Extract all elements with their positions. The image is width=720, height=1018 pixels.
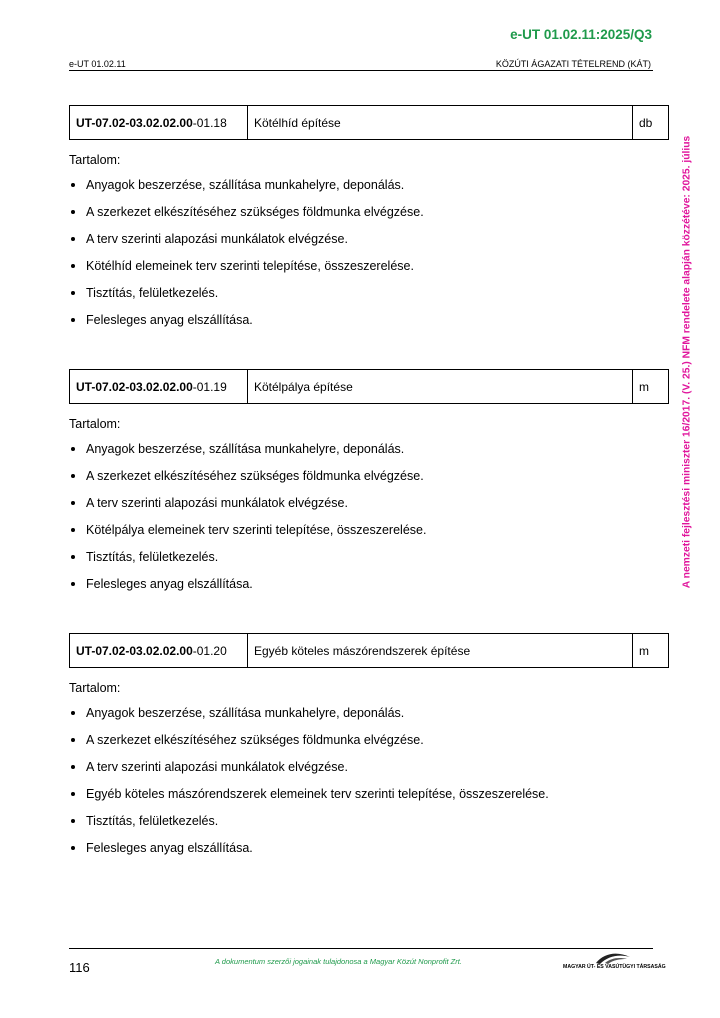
content-list [69, 177, 669, 339]
item-section [69, 633, 669, 867]
footer-rule [69, 948, 653, 949]
list-item: Felesleges anyag elszállítása. [69, 840, 669, 867]
content-label: Tartalom: [69, 153, 121, 167]
item-code-bold: UT-07.02-03.02.02.00 [76, 643, 193, 658]
content-list [69, 705, 669, 867]
item-code-suffix: -01.18 [192, 115, 227, 130]
list-item: A terv szerinti alapozási munkálatok elvégzése. [69, 759, 669, 786]
list-item: Anyagok beszerzése, szállítása munkahelyre, deponálás. [69, 705, 669, 732]
list-item: Anyagok beszerzése, szállítása munkahelyre, deponálás. [69, 441, 669, 468]
header-right: KÖZÚTI ÁGAZATI TÉTELREND (KÁT) [495, 59, 651, 69]
content-list [69, 441, 669, 603]
list-item: Felesleges anyag elszállítása. [69, 312, 669, 339]
list-item: Tisztítás, felületkezelés. [69, 285, 669, 312]
side-publication-note-text: A nemzeti fejlesztési miniszter 16/2017. (V. 25.) NFM rendelete alapján közzétéve: 2025. július [681, 135, 693, 589]
list-item: A szerkezet elkészítéséhez szükséges földmunka elvégzése. [69, 204, 669, 231]
list-item: Kötélhíd elemeinek terv szerinti telepítése, összeszerelése. [69, 258, 669, 285]
page-number: 116 [69, 960, 90, 975]
item-code-bold: UT-07.02-03.02.02.00 [76, 115, 193, 130]
logo-text: MAGYAR ÚT- ÉS VASÚTÜGYI TÁRSASÁG [563, 964, 666, 970]
list-item: Kötélpálya elemeinek terv szerinti telepítése, összeszerelése. [69, 522, 669, 549]
content-label: Tartalom: [69, 681, 121, 695]
side-publication-note [676, 97, 698, 627]
item-unit: db [633, 106, 669, 140]
item-code [70, 370, 248, 404]
list-item: Tisztítás, felületkezelés. [69, 813, 669, 840]
item-table [69, 369, 669, 404]
list-item: Egyéb köteles mászórendszerek elemeinek terv szerinti telepítése, összeszerelése. [69, 786, 669, 813]
logo-swoosh-icon [595, 951, 631, 965]
copyright-notice: A dokumentum szerzői jogainak tulajdonosa a Magyar Közút Nonprofit Zrt. [215, 957, 462, 966]
item-title: Kötélpálya építése [248, 370, 633, 404]
list-item: A szerkezet elkészítéséhez szükséges földmunka elvégzése. [69, 468, 669, 495]
list-item: Felesleges anyag elszállítása. [69, 576, 669, 603]
list-item: Anyagok beszerzése, szállítása munkahelyre, deponálás. [69, 177, 669, 204]
item-code [70, 634, 248, 668]
item-unit: m [633, 634, 669, 668]
item-section [69, 369, 669, 603]
item-row [70, 106, 669, 140]
item-row [70, 370, 669, 404]
list-item: Tisztítás, felületkezelés. [69, 549, 669, 576]
item-table [69, 105, 669, 140]
list-item: A terv szerinti alapozási munkálatok elvégzése. [69, 495, 669, 522]
item-code-bold: UT-07.02-03.02.02.00 [76, 379, 193, 394]
item-unit: m [633, 370, 669, 404]
list-item: A terv szerinti alapozási munkálatok elvégzése. [69, 231, 669, 258]
item-code-suffix: -01.19 [192, 379, 227, 394]
header-left: e-UT 01.02.11 [69, 59, 126, 69]
header-rule [69, 70, 653, 71]
item-code [70, 106, 248, 140]
doc-code: e-UT 01.02.11:2025/Q3 [510, 27, 652, 42]
content-label: Tartalom: [69, 417, 121, 431]
item-table [69, 633, 669, 668]
list-item: A szerkezet elkészítéséhez szükséges földmunka elvégzése. [69, 732, 669, 759]
item-title: Kötélhíd építése [248, 106, 633, 140]
item-title: Egyéb köteles mászórendszerek építése [248, 634, 633, 668]
item-row [70, 634, 669, 668]
item-code-suffix: -01.20 [192, 643, 227, 658]
item-section [69, 105, 669, 339]
publisher-logo [563, 951, 666, 977]
